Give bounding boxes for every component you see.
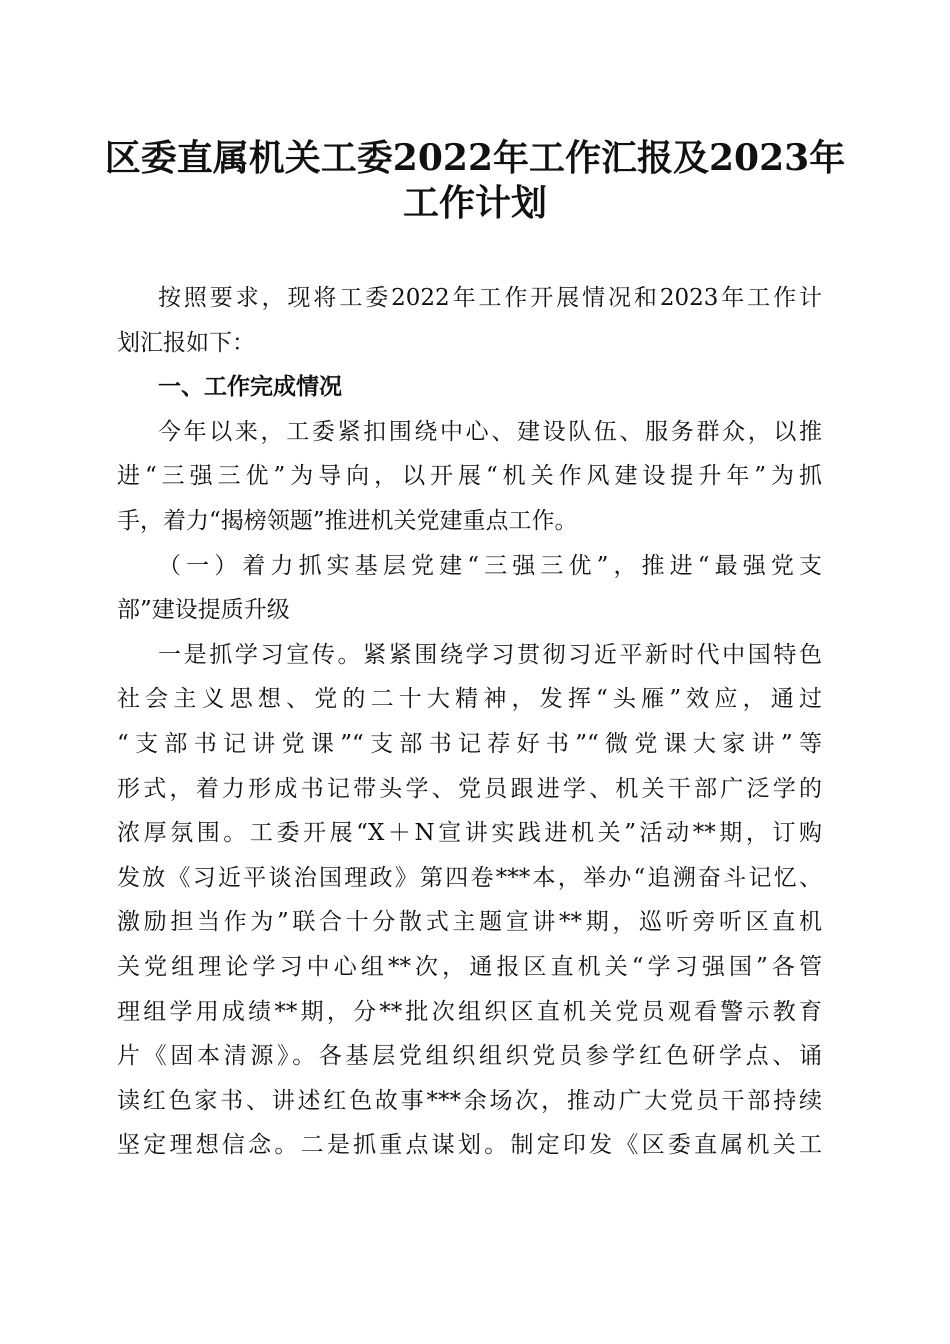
text-line: 一是抓学习宣传。紧紧围绕学习贯彻习近平新时代中国特色 xyxy=(158,641,822,668)
text-line: 浓厚氛围。工委开展“X＋N宣讲实践进机关”活动**期，订购 xyxy=(117,820,822,847)
text-line: 部”建设提质升级 xyxy=(117,597,290,624)
title-line: 区委直属机关工委2022年工作汇报及2023年 xyxy=(104,137,846,179)
paragraph xyxy=(117,410,822,544)
title-line: 工作计划 xyxy=(402,182,547,224)
text-line: 一、工作完成情况 xyxy=(158,374,342,401)
text-line: （一）着力抓实基层党建“三强三优”，推进“最强党支 xyxy=(158,552,822,579)
section-heading xyxy=(117,365,822,410)
text-line: 按照要求，现将工委2022年工作开展情况和2023年工作计 xyxy=(158,285,822,311)
text-line: 片《固本清源》。各基层党组织组织党员参学红色研学点、诵 xyxy=(117,1043,822,1070)
document-body xyxy=(117,276,822,1168)
text-line: 激励担当作为”联合十分散式主题宣讲**期，巡听旁听区直机 xyxy=(117,909,822,936)
paragraph xyxy=(117,633,822,1168)
text-line: 今年以来，工委紧扣围绕中心、建设队伍、服务群众，以推 xyxy=(158,418,822,445)
text-line: 划汇报如下： xyxy=(117,329,255,356)
text-line: 坚定理想信念。二是抓重点谋划。制定印发《区委直属机关工 xyxy=(117,1132,822,1159)
text-line: 进“三强三优”为导向，以开展“机关作风建设提升年”为抓 xyxy=(117,463,822,490)
text-line: 读红色家书、讲述红色故事***余场次，推动广大党员干部持续 xyxy=(117,1087,822,1114)
document-title xyxy=(0,136,950,226)
text-line: 发放《习近平谈治国理政》第四卷***本，举办“追溯奋斗记忆、 xyxy=(117,864,822,891)
paragraph xyxy=(117,544,822,633)
text-line: “支部书记讲党课”“支部书记荐好书”“微党课大家讲”等 xyxy=(117,730,822,757)
text-line: 社会主义思想、党的二十大精神，发挥“头雁”效应，通过 xyxy=(117,686,822,713)
text-line: 关党组理论学习中心组**次，通报区直机关“学习强国”各管 xyxy=(117,953,822,980)
text-line: 理组学用成绩**期，分**批次组织区直机关党员观看警示教育 xyxy=(117,998,822,1025)
paragraph xyxy=(117,276,822,365)
text-line: 手，着力“揭榜领题”推进机关党建重点工作。 xyxy=(117,507,578,534)
text-line: 形式，着力形成书记带头学、党员跟进学、机关干部广泛学的 xyxy=(117,775,822,802)
